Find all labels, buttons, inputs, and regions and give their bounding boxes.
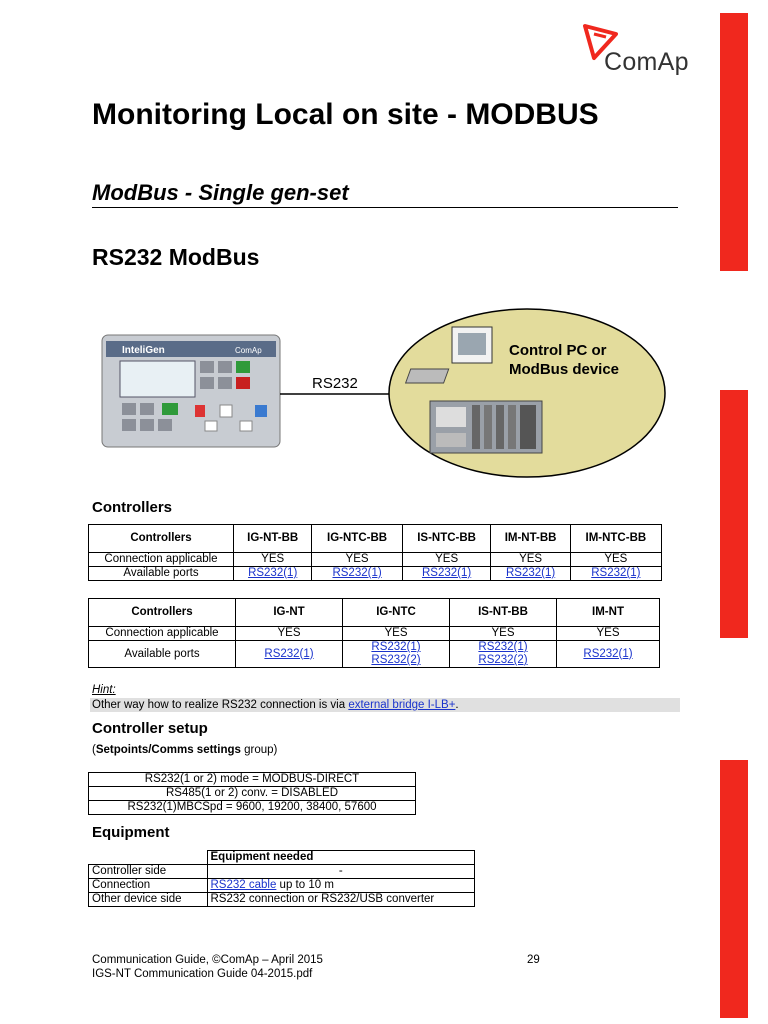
equipment-table xyxy=(88,850,475,907)
plc-device-icon xyxy=(430,401,542,453)
ilb-link[interactable]: external bridge I-LB+ xyxy=(348,699,456,711)
connection-diagram xyxy=(100,305,670,480)
table-header: Equipment needed xyxy=(207,851,475,865)
table-cell: YES xyxy=(570,553,661,567)
footer-page-number: 29 xyxy=(527,954,540,966)
table-cell xyxy=(207,879,475,893)
group-open: ( xyxy=(92,744,96,756)
table-cell: Available ports xyxy=(89,641,236,668)
table-cell: YES xyxy=(557,627,660,641)
table-header: IG-NT-BB xyxy=(234,525,312,553)
target-label-line1: Control PC or xyxy=(509,342,607,359)
table-cell: YES xyxy=(491,553,570,567)
group-close: group) xyxy=(240,744,278,756)
equipment-heading: Equipment xyxy=(92,824,170,841)
controllers-heading: Controllers xyxy=(92,499,173,516)
section-title: RS232 ModBus xyxy=(92,244,260,270)
table-cell: - xyxy=(207,865,475,879)
table-header: Controllers xyxy=(89,599,236,627)
table-header: IM-NT xyxy=(557,599,660,627)
table-cell: Controller side xyxy=(89,865,208,879)
page-title: Monitoring Local on site - MODBUS xyxy=(92,98,599,131)
table-header: IG-NT xyxy=(236,599,343,627)
rs232-link-label: RS232 xyxy=(312,375,358,392)
port-link[interactable]: RS232(1) xyxy=(371,641,421,653)
table-cell: YES xyxy=(236,627,343,641)
cable-length: up to 10 m xyxy=(276,879,334,891)
port-link[interactable]: RS232(1) xyxy=(591,567,641,579)
port-link[interactable]: RS232(2) xyxy=(371,654,421,666)
accent-bar-middle xyxy=(720,390,748,638)
port-link[interactable]: RS232(1) xyxy=(422,567,472,579)
table-cell: YES xyxy=(343,627,450,641)
accent-bar-top xyxy=(720,13,748,271)
footer-filename: IGS-NT Communication Guide 04-2015.pdf xyxy=(92,968,313,980)
rs232-cable-link[interactable]: RS232 cable xyxy=(210,879,277,891)
table-cell: YES xyxy=(450,627,557,641)
hint-text xyxy=(90,698,680,712)
group-name: Setpoints/Comms settings xyxy=(95,744,241,756)
table-cell: Connection applicable xyxy=(89,627,236,641)
table-cell: Available ports xyxy=(89,567,234,581)
table-header: IM-NTC-BB xyxy=(570,525,661,553)
setup-table xyxy=(88,772,416,815)
table-cell: YES xyxy=(234,553,312,567)
port-link[interactable]: RS232(1) xyxy=(248,567,298,579)
accent-bar-bottom xyxy=(720,760,748,1018)
setup-row: RS232(1)MBCSpd = 9600, 19200, 38400, 57600 xyxy=(89,801,416,815)
table-cell: Connection applicable xyxy=(89,553,234,567)
port-link[interactable]: RS232(1) xyxy=(583,647,633,660)
controller-setup-heading: Controller setup xyxy=(92,720,208,737)
setup-group-note xyxy=(92,744,277,756)
divider xyxy=(92,207,678,208)
controllers-table-bb xyxy=(88,524,662,581)
table-header: IS-NTC-BB xyxy=(402,525,491,553)
port-link[interactable]: RS232(1) xyxy=(264,647,314,660)
hint-text-after: . xyxy=(455,699,459,711)
table-cell-empty xyxy=(89,851,208,865)
table-header: IM-NT-BB xyxy=(491,525,570,553)
table-cell: Other device side xyxy=(89,893,208,907)
hint-text-before: Other way how to realize RS232 connection is via xyxy=(92,699,349,711)
target-label-line2: ModBus device xyxy=(509,361,620,378)
table-header: IS-NT-BB xyxy=(450,599,557,627)
port-link[interactable]: RS232(1) xyxy=(505,567,556,579)
port-link[interactable]: RS232(2) xyxy=(478,654,528,666)
port-link[interactable]: RS232(1) xyxy=(478,641,528,653)
table-header: Controllers xyxy=(89,525,234,553)
table-cell: YES xyxy=(402,553,491,567)
table-cell: YES xyxy=(312,553,402,567)
hint-label: Hint: xyxy=(92,684,116,696)
controllers-table-nt xyxy=(88,598,660,668)
controller-device-icon xyxy=(102,335,280,447)
comap-logo-text: ComAp xyxy=(604,48,689,76)
table-cell: RS232 connection or RS232/USB converter xyxy=(207,893,475,907)
port-link[interactable]: RS232(1) xyxy=(332,567,382,579)
table-cell: Connection xyxy=(89,879,208,893)
setup-row: RS485(1 or 2) conv. = DISABLED xyxy=(89,787,416,801)
footer-copyright: Communication Guide, ©ComAp – April 2015 xyxy=(92,954,323,966)
setup-row: RS232(1 or 2) mode = MODBUS-DIRECT xyxy=(89,773,416,787)
table-header: IG-NTC xyxy=(343,599,450,627)
device-maker-label: ComAp xyxy=(235,346,262,355)
device-brand-label: InteliGen xyxy=(122,345,165,356)
page-subtitle: ModBus - Single gen-set xyxy=(92,180,349,205)
table-header: IG-NTC-BB xyxy=(312,525,402,553)
